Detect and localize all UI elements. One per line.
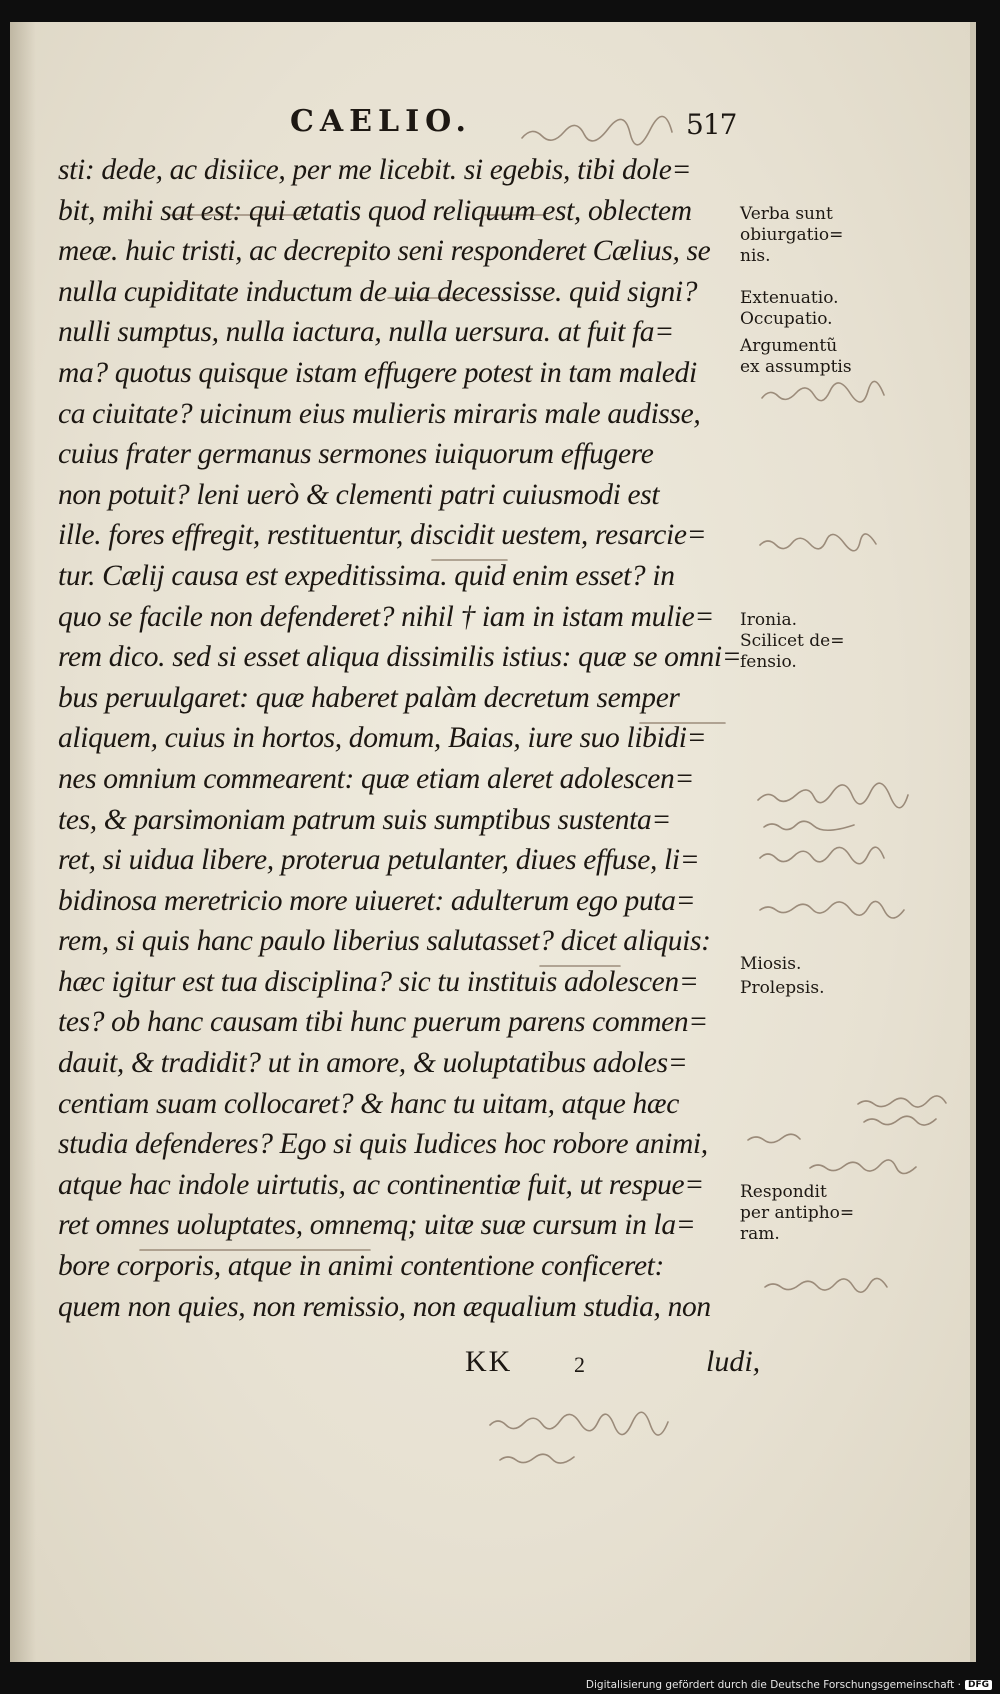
text-line: quo se facile non defenderet? nihil † iam in istam mulie= bbox=[58, 600, 714, 633]
text-line: tes, & parsimoniam patrum suis sumptibus sustenta= bbox=[58, 803, 671, 836]
text-line: rem, si quis hanc paulo liberius salutasset? dicet aliquis: bbox=[58, 925, 711, 958]
text-line: studia defenderes? Ego si quis Iudices hoc robore animi, bbox=[58, 1128, 708, 1161]
text-line: tur. Cælij causa est expeditissima. quid enim esset? in bbox=[58, 559, 675, 592]
catchword: ludi, bbox=[706, 1345, 761, 1378]
page-number: 517 bbox=[686, 108, 737, 141]
text-line: centiam suam collocaret? & hanc tu uitam, atque hæc bbox=[58, 1087, 679, 1120]
margin-note: Respondit per antipho= ram. bbox=[740, 1182, 855, 1244]
text-line: cuius frater germanus sermones iuiquorum effugere bbox=[58, 438, 654, 471]
text-line: bore corporis, atque in animi contentione conficeret: bbox=[58, 1250, 665, 1283]
margin-note: Prolepsis. bbox=[740, 978, 825, 998]
gutter-shadow bbox=[10, 22, 36, 1662]
text-line: ret omnes uoluptates, omnemq; uitæ suæ cursum in la= bbox=[58, 1209, 696, 1242]
text-line: ille. fores effregit, restituentur, discidit uestem, resarcie= bbox=[58, 519, 707, 552]
text-line: ret, si uidua libere, proterua petulanter, diues effuse, li= bbox=[58, 844, 700, 877]
running-head: CAELIO. bbox=[290, 104, 472, 139]
text-line: atque hac indole uirtutis, ac continentiæ fuit, ut respue= bbox=[58, 1168, 704, 1201]
margin-note: Verba sunt obiurgatio= nis. bbox=[740, 204, 844, 266]
text-line: bidinosa meretricio more uiueret: adulterum ego puta= bbox=[58, 884, 696, 917]
digitization-credit bbox=[586, 1679, 992, 1691]
margin-note: Ironia. Scilicet de= fensio. bbox=[740, 610, 845, 672]
text-line: non potuit? leni uerò & clementi patri cuiusmodi est bbox=[58, 478, 660, 511]
text-line: aliquem, cuius in hortos, domum, Baias, iure suo libidi= bbox=[58, 722, 707, 755]
margin-note: Argumentũ ex assumptis bbox=[740, 336, 852, 377]
text-line: tes? ob hanc causam tibi hunc puerum parens commen= bbox=[58, 1006, 708, 1039]
text-line: nulla cupiditate inductum de uia decessisse. quid signi? bbox=[58, 275, 698, 308]
text-line: ma? quotus quisque istam effugere potest in tam maledi bbox=[58, 356, 697, 389]
text-line: ca ciuitate? uicinum eius mulieris miraris male audisse, bbox=[58, 397, 701, 430]
credit-text: Digitalisierung gefördert durch die Deutsche Forschungsgemeinschaft · bbox=[585, 1679, 961, 1691]
text-line: dauit, & tradidit? ut in amore, & uoluptatibus adoles= bbox=[58, 1047, 688, 1080]
text-line: meæ. huic tristi, ac decrepito seni responderet Cælius, se bbox=[58, 235, 711, 268]
text-line: bit, mihi sat est: qui ætatis quod reliquum est, oblectem bbox=[58, 194, 692, 227]
text-line: sti: dede, ac disiice, per me licebit. si egebis, tibi dole= bbox=[58, 154, 691, 186]
margin-note: Miosis. bbox=[740, 954, 802, 974]
text-line: hæc igitur est tua disciplina? sic tu instituis adolescen= bbox=[58, 965, 699, 998]
main-text-block bbox=[58, 150, 748, 1327]
margin-note: Extenuatio. Occupatio. bbox=[740, 288, 839, 329]
dfg-logo: DFG bbox=[965, 1680, 992, 1690]
text-line: nulli sumptus, nulla iactura, nulla uersura. at fuit fa= bbox=[58, 316, 674, 349]
text-line: nes omnium commearent: quæ etiam aleret adolescen= bbox=[58, 762, 694, 795]
signature-mark: KK bbox=[465, 1345, 513, 1378]
text-line: quem non quies, non remissio, non æqualium studia, non bbox=[58, 1290, 711, 1323]
text-line: bus peruulgaret: quæ haberet palàm decretum semper bbox=[58, 681, 680, 714]
signature-number: 2 bbox=[574, 1352, 585, 1377]
text-line: rem dico. sed si esset aliqua dissimilis istius: quæ se omni= bbox=[58, 641, 742, 674]
